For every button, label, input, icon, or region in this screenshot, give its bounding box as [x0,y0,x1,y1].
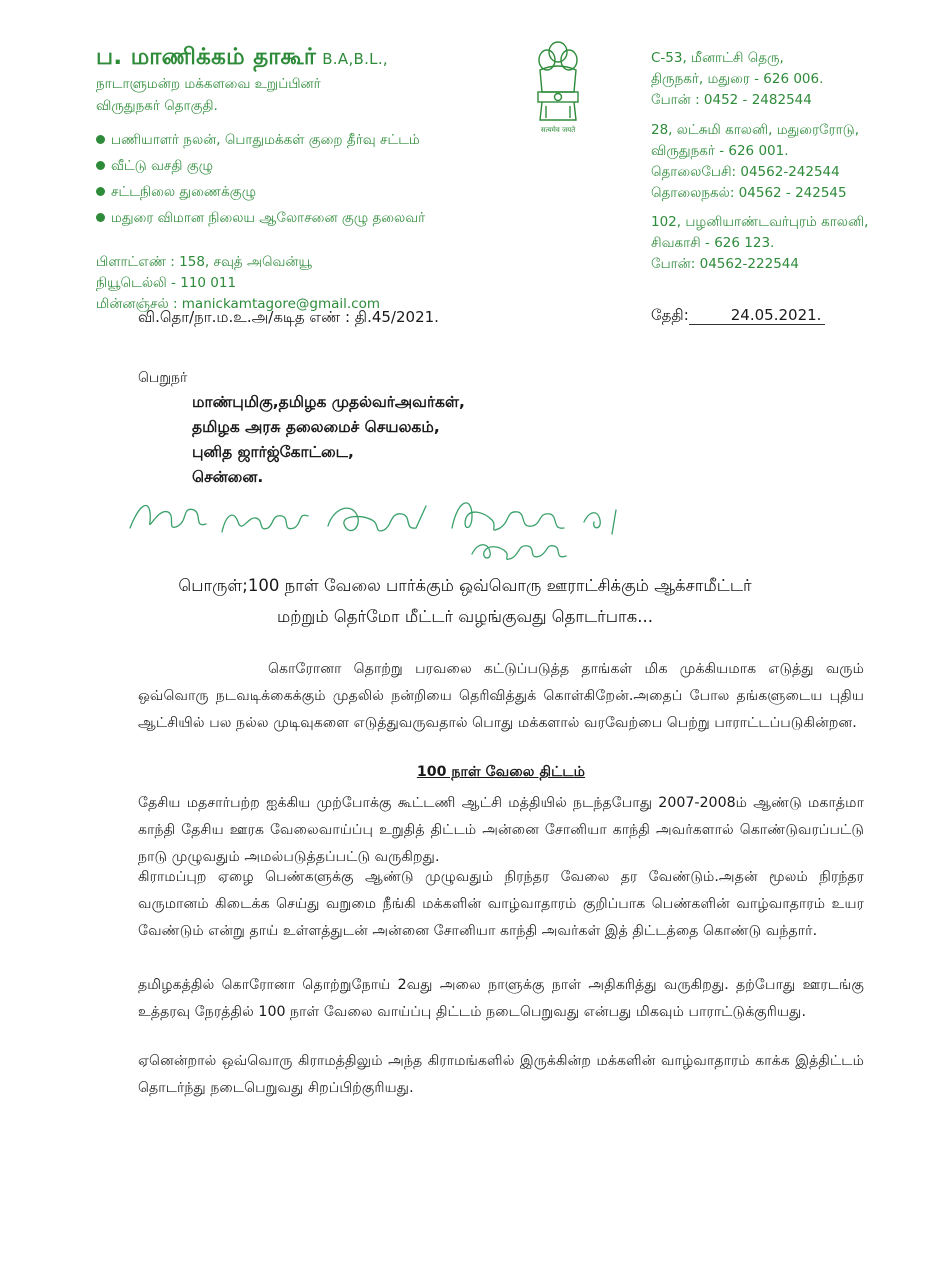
national-emblem-icon [528,36,588,136]
recipient-line: மாண்புமிகு,தமிழக முதல்வர்அவர்கள், [192,393,465,411]
recipient-line: புனித ஜார்ஜ்கோட்டை, [192,443,354,461]
committee-item [96,156,425,182]
virudhunagar-address [651,120,859,204]
date-value: 24.05.2021. [689,306,826,325]
committee-item [96,182,425,208]
phone-line: போன் : 0452 - 2482544 [651,92,812,108]
committee-label: சட்டநிலை துணைக்குழு [111,184,257,200]
body-paragraph: ஏனென்றால் ஒவ்வொரு கிராமத்திலும் அந்த கிராமங்களில் இருக்கின்ற மக்களின் வாழ்வாதாரம் காக்க இத்திட்டம் தொடர்ந்து நடைபெறுவது சிறப்பிற்குரியது. [138,1053,864,1096]
committee-item [96,130,425,156]
address-line: திருநகர், மதுரை - 626 006. [651,71,824,87]
sender-constituency: விருதுநகர் தொகுதி. [96,98,218,114]
address-line: 28, லட்சுமி காலனி, மதுரைரோடு, [651,122,859,138]
sender-degree: B.A,B.L., [322,50,388,68]
madurai-address [651,48,823,111]
phone-line: போன்: 04562-222544 [651,256,799,272]
fax-line: தொலைநகல்: 04562 - 242545 [651,185,847,201]
body-paragraph: கிராமப்புற ஏழை பெண்களுக்கு ஆண்டு முழுவதும் நிரந்தர வேலை தர வேண்டும்.அதன் மூலம் நிரந்தர வருமானம் கிடைக்க செய்து வறுமை நீங்கி மக்களின் வாழ்வாதாரம் குறிப்பாக பெண்களின் வாழ்வாதாரம் உயர வேண்டும் என்று தாய் உள்ளத்துடன் அன்னை சோனியா காந்தி அவர்கள் இத் திட்டத்தை கொண்டு வந்தார். [138,869,864,939]
committee-list [96,130,425,234]
to-label: பெறுநர் [138,370,188,386]
section-heading-text: 100 நாள் வேலை திட்டம் [416,764,586,780]
delhi-address-line: நியூடெல்லி - 110 011 [96,275,237,291]
phone-line: தொலைபேசி: 04562-242544 [651,164,840,180]
recipient-block [192,390,465,490]
committee-item [96,208,425,234]
address-line: C-53, மீனாட்சி தெரு, [651,50,784,66]
body-paragraph: கொரோனா தொற்று பரவலை கட்டுப்படுத்த தாங்கள் மிக முக்கியமாக எடுத்து வரும் ஒவ்வொரு நடவடிக்கைக்கும் முதலில் நன்றியை தெரிவித்துக் கொள்கிறேன்.அதைப் போல தங்களுடைய புதிய ஆட்சியில் பல நல்ல முடிவுகளை எடுத்துவருவதால் பொது மக்களால் வரவேற்பை பெற்று பாராட்டப்படுகின்றன. [138,661,864,731]
bullet-icon [96,187,105,196]
sivakasi-address [651,212,868,275]
sender-name-text: ப. மாணிக்கம் தாகூர் [96,44,317,70]
date-label: தேதி: [651,306,689,324]
emblem-motto: सत्यमेव जयते [540,126,576,134]
body-paragraph: தேசிய மதசார்பற்ற ஐக்கிய முற்போக்கு கூட்டணி ஆட்சி மத்தியில் நடந்தபோது 2007-2008ம் ஆண்டு மகாத்மா காந்தி தேசிய ஊரக வேலைவாய்ப்பு உறுதித் திட்டம் அன்னை சோனியா காந்தி அவர்களால் கொண்டுவரப்பட்டு நாடு முழுவதும் அமல்படுத்தப்பட்டு வருகிறது. [138,795,864,865]
bullet-icon [96,213,105,222]
body-paragraph: தமிழகத்தில் கொரோனா தொற்றுநோய் 2வது அலை நாளுக்கு நாள் அதிகரித்து வருகிறது. தற்போது ஊரடங்கு உத்தரவு நேரத்தில் 100 நாள் வேலை வாய்ப்பு திட்டம் நடைபெறுவது என்பது மிகவும் பாராட்டுக்குரியது. [138,977,864,1020]
address-line: 102, பழனியாண்டவர்புரம் காலனி, [651,214,869,230]
handwritten-note [122,488,662,568]
letter-reference: வி.தொ/நா.ம.உ.அ/கடித எண் : தி.45/2021. [138,308,439,326]
letter-subject [150,570,780,632]
address-line: சிவகாசி - 626 123. [651,235,775,251]
bullet-icon [96,135,105,144]
committee-label: வீட்டு வசதி குழு [111,158,214,174]
committee-label: பணியாளர் நலன், பொதுமக்கள் குறை தீர்வு சட்டம் [111,132,420,148]
email-line: மின்னஞ்சல் : manickamtagore@gmail.com [96,296,381,312]
delhi-address [96,252,380,315]
recipient-line: தமிழக அரசு தலைமைச் செயலகம், [192,418,440,436]
committee-label: மதுரை விமான நிலைய ஆலோசனை குழு தலைவர் [111,210,426,226]
subject-line: மற்றும் தெர்மோ மீட்டர் வழங்குவது தொடர்பாக... [277,607,653,626]
letter-date [651,306,825,326]
sender-name [96,44,388,73]
subject-line: பொருள்;100 நாள் வேலை பார்க்கும் ஒவ்வொரு ஊராட்சிக்கும் ஆக்சாமீட்டர் [178,576,752,595]
sender-title: நாடாளுமன்ற மக்களவை உறுப்பினர் [96,76,321,92]
recipient-line: சென்னை. [192,468,264,486]
section-heading [138,764,864,782]
address-line: விருதுநகர் - 626 001. [651,143,789,159]
bullet-icon [96,161,105,170]
delhi-address-line: பிளாட்எண் : 158, சவுத் அவென்யூ [96,254,312,270]
